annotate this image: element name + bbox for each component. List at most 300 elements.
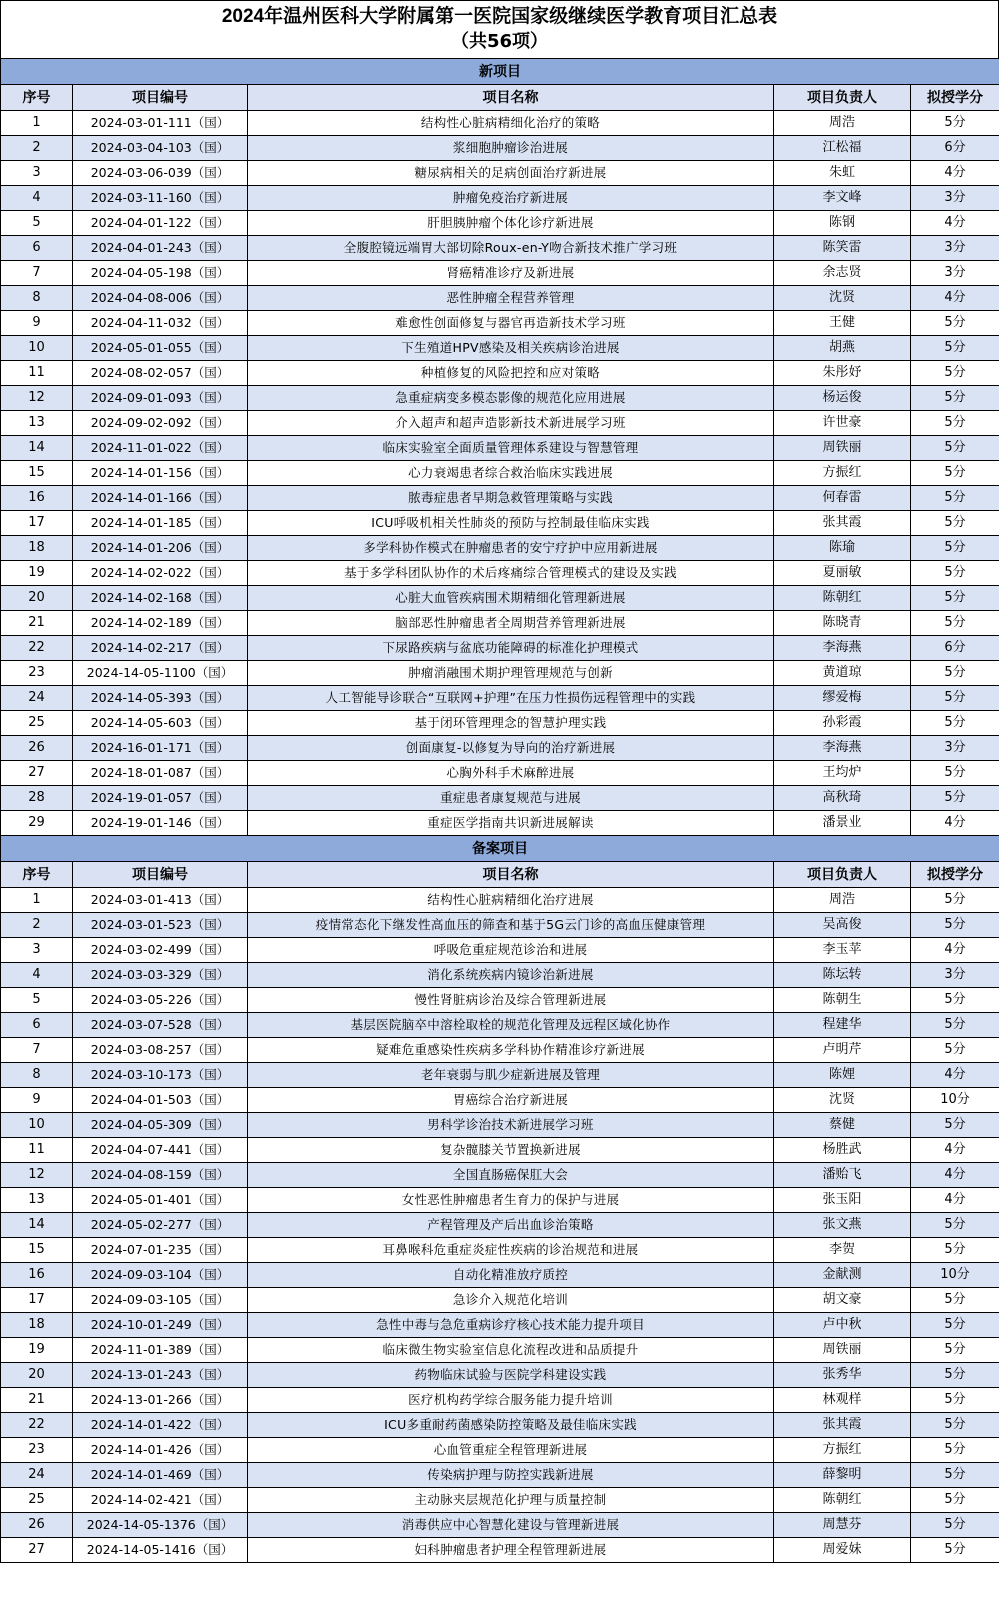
table-row [1, 336, 999, 361]
row-index: 7 [1, 1038, 73, 1063]
project-credits: 4分 [911, 161, 999, 186]
project-credits: 5分 [911, 761, 999, 786]
project-leader: 缪爱梅 [774, 686, 911, 711]
project-leader: 陈钢 [774, 211, 911, 236]
project-credits: 5分 [911, 1363, 999, 1388]
table-row [1, 636, 999, 661]
project-credits: 5分 [911, 611, 999, 636]
row-index: 24 [1, 1463, 73, 1488]
project-leader: 薛黎明 [774, 1463, 911, 1488]
project-credits: 5分 [911, 586, 999, 611]
table-row [1, 261, 999, 286]
project-name: 全腹腔镜远端胃大部切除Roux-en-Y吻合新技术推广学习班 [248, 236, 774, 261]
project-credits: 4分 [911, 1063, 999, 1088]
project-credits: 5分 [911, 1388, 999, 1413]
project-name: 临床微生物实验室信息化流程改进和品质提升 [248, 1338, 774, 1363]
project-name: 基层医院脑卒中溶栓取栓的规范化管理及远程区域化协作 [248, 1013, 774, 1038]
project-credits: 5分 [911, 1288, 999, 1313]
column-header-row-index: 序号 [1, 85, 73, 111]
project-name: 男科学诊治技术新进展学习班 [248, 1113, 774, 1138]
project-code: 2024-11-01-022（国） [73, 436, 248, 461]
table-row [1, 1213, 999, 1238]
project-name: 胃癌综合治疗新进展 [248, 1088, 774, 1113]
project-code: 2024-09-03-105（国） [73, 1288, 248, 1313]
project-leader: 周浩 [774, 111, 911, 136]
column-header-project-code: 项目编号 [73, 862, 248, 888]
project-code: 2024-03-07-528（国） [73, 1013, 248, 1038]
row-index: 9 [1, 311, 73, 336]
project-credits: 5分 [911, 1463, 999, 1488]
project-code: 2024-05-01-055（国） [73, 336, 248, 361]
project-name: 临床实验室全面质量管理体系建设与智慧管理 [248, 436, 774, 461]
project-credits: 5分 [911, 1313, 999, 1338]
table-row [1, 1488, 999, 1513]
project-leader: 许世豪 [774, 411, 911, 436]
table-row [1, 411, 999, 436]
section-title: 备案项目 [1, 836, 999, 862]
project-name: ICU呼吸机相关性肺炎的预防与控制最佳临床实践 [248, 511, 774, 536]
table-row [1, 1363, 999, 1388]
project-credits: 5分 [911, 111, 999, 136]
project-name: 肾癌精准诊疗及新进展 [248, 261, 774, 286]
project-credits: 5分 [911, 311, 999, 336]
row-index: 5 [1, 211, 73, 236]
project-leader: 何春雷 [774, 486, 911, 511]
row-index: 23 [1, 1438, 73, 1463]
projects-table [0, 58, 999, 1563]
table-row [1, 611, 999, 636]
project-code: 2024-09-01-093（国） [73, 386, 248, 411]
project-credits: 5分 [911, 1038, 999, 1063]
project-name: 肝胆胰肿瘤个体化诊疗新进展 [248, 211, 774, 236]
project-leader: 金献测 [774, 1263, 911, 1288]
project-leader: 林观样 [774, 1388, 911, 1413]
project-code: 2024-14-05-1376（国） [73, 1513, 248, 1538]
project-leader: 余志贤 [774, 261, 911, 286]
project-leader: 胡文豪 [774, 1288, 911, 1313]
project-credits: 5分 [911, 536, 999, 561]
project-code: 2024-18-01-087（国） [73, 761, 248, 786]
project-leader: 陈朝生 [774, 988, 911, 1013]
project-name: 结构性心脏病精细化治疗进展 [248, 888, 774, 913]
row-index: 10 [1, 1113, 73, 1138]
row-index: 8 [1, 286, 73, 311]
column-header-row [1, 85, 999, 111]
row-index: 20 [1, 1363, 73, 1388]
project-leader: 周铁丽 [774, 1338, 911, 1363]
project-leader: 李海燕 [774, 736, 911, 761]
row-index: 20 [1, 586, 73, 611]
project-leader: 李贺 [774, 1238, 911, 1263]
project-name: 急重症病变多模态影像的规范化应用进展 [248, 386, 774, 411]
project-name: 肿瘤消融围术期护理管理规范与创新 [248, 661, 774, 686]
project-name: 消化系统疾病内镜诊治新进展 [248, 963, 774, 988]
table-row [1, 136, 999, 161]
project-leader: 周慧芬 [774, 1513, 911, 1538]
projects-table-body [1, 59, 999, 1563]
project-code: 2024-05-01-401（国） [73, 1188, 248, 1213]
project-credits: 5分 [911, 386, 999, 411]
project-code: 2024-14-01-469（国） [73, 1463, 248, 1488]
column-header-row [1, 862, 999, 888]
section-title: 新项目 [1, 59, 999, 85]
table-row [1, 1088, 999, 1113]
table-row [1, 913, 999, 938]
project-leader: 张其霞 [774, 1413, 911, 1438]
project-credits: 5分 [911, 411, 999, 436]
row-index: 25 [1, 1488, 73, 1513]
row-index: 26 [1, 736, 73, 761]
table-row [1, 711, 999, 736]
section-header-row [1, 59, 999, 85]
project-code: 2024-13-01-243（国） [73, 1363, 248, 1388]
project-leader: 夏丽敏 [774, 561, 911, 586]
project-name: 药物临床试验与医院学科建设实践 [248, 1363, 774, 1388]
table-row [1, 811, 999, 836]
row-index: 6 [1, 1013, 73, 1038]
table-row [1, 1013, 999, 1038]
table-row [1, 1388, 999, 1413]
table-row [1, 1163, 999, 1188]
project-code: 2024-14-05-1416（国） [73, 1538, 248, 1563]
row-index: 15 [1, 461, 73, 486]
project-code: 2024-09-02-092（国） [73, 411, 248, 436]
row-index: 10 [1, 336, 73, 361]
project-code: 2024-14-01-206（国） [73, 536, 248, 561]
project-code: 2024-05-02-277（国） [73, 1213, 248, 1238]
row-index: 27 [1, 1538, 73, 1563]
row-index: 17 [1, 511, 73, 536]
project-credits: 3分 [911, 236, 999, 261]
project-leader: 王均炉 [774, 761, 911, 786]
table-row [1, 1063, 999, 1088]
row-index: 19 [1, 1338, 73, 1363]
project-credits: 5分 [911, 1213, 999, 1238]
project-leader: 朱彤妤 [774, 361, 911, 386]
project-code: 2024-14-05-603（国） [73, 711, 248, 736]
project-code: 2024-04-05-309（国） [73, 1113, 248, 1138]
project-code: 2024-04-08-159（国） [73, 1163, 248, 1188]
table-row [1, 1288, 999, 1313]
project-name: 多学科协作模式在肿瘤患者的安宁疗护中应用新进展 [248, 536, 774, 561]
project-code: 2024-09-03-104（国） [73, 1263, 248, 1288]
project-leader: 陈晓青 [774, 611, 911, 636]
project-credits: 5分 [911, 486, 999, 511]
row-index: 22 [1, 636, 73, 661]
row-index: 13 [1, 411, 73, 436]
column-header-project-credits: 拟授学分 [911, 85, 999, 111]
row-index: 4 [1, 963, 73, 988]
project-credits: 5分 [911, 1413, 999, 1438]
project-code: 2024-03-01-111（国） [73, 111, 248, 136]
project-credits: 3分 [911, 186, 999, 211]
project-name: 妇科肿瘤患者护理全程管理新进展 [248, 1538, 774, 1563]
table-row [1, 536, 999, 561]
row-index: 25 [1, 711, 73, 736]
project-leader: 方振红 [774, 461, 911, 486]
project-credits: 3分 [911, 963, 999, 988]
project-credits: 3分 [911, 261, 999, 286]
project-leader: 沈贤 [774, 1088, 911, 1113]
row-index: 15 [1, 1238, 73, 1263]
table-row [1, 361, 999, 386]
project-credits: 5分 [911, 686, 999, 711]
project-code: 2024-04-05-198（国） [73, 261, 248, 286]
row-index: 19 [1, 561, 73, 586]
project-code: 2024-16-01-171（国） [73, 736, 248, 761]
project-code: 2024-03-10-173（国） [73, 1063, 248, 1088]
table-row [1, 1338, 999, 1363]
project-code: 2024-03-01-523（国） [73, 913, 248, 938]
project-code: 2024-03-11-160（国） [73, 186, 248, 211]
table-row [1, 486, 999, 511]
project-name: 耳鼻喉科危重症炎症性疾病的诊治规范和进展 [248, 1238, 774, 1263]
project-leader: 周铁丽 [774, 436, 911, 461]
project-name: 人工智能导诊联合“互联网+护理”在压力性损伤远程管理中的实践 [248, 686, 774, 711]
row-index: 2 [1, 913, 73, 938]
row-index: 16 [1, 1263, 73, 1288]
project-name: 脓毒症患者早期急救管理策略与实践 [248, 486, 774, 511]
row-index: 18 [1, 1313, 73, 1338]
project-name: 急诊介入规范化培训 [248, 1288, 774, 1313]
project-credits: 4分 [911, 286, 999, 311]
project-name: 肿瘤免疫治疗新进展 [248, 186, 774, 211]
row-index: 3 [1, 161, 73, 186]
project-leader: 陈瑜 [774, 536, 911, 561]
row-index: 12 [1, 386, 73, 411]
project-leader: 蔡健 [774, 1113, 911, 1138]
table-row [1, 938, 999, 963]
table-row [1, 561, 999, 586]
project-credits: 4分 [911, 211, 999, 236]
table-row [1, 161, 999, 186]
row-index: 24 [1, 686, 73, 711]
project-credits: 5分 [911, 988, 999, 1013]
project-leader: 陈笑雷 [774, 236, 911, 261]
project-name: 恶性肿瘤全程营养管理 [248, 286, 774, 311]
table-row [1, 1463, 999, 1488]
project-leader: 张其霞 [774, 511, 911, 536]
column-header-project-leader: 项目负责人 [774, 862, 911, 888]
project-credits: 5分 [911, 511, 999, 536]
project-code: 2024-03-08-257（国） [73, 1038, 248, 1063]
project-credits: 4分 [911, 811, 999, 836]
project-credits: 5分 [911, 1488, 999, 1513]
table-row [1, 1138, 999, 1163]
project-name: 心力衰竭患者综合救治临床实践进展 [248, 461, 774, 486]
project-credits: 5分 [911, 1538, 999, 1563]
table-row [1, 1113, 999, 1138]
project-code: 2024-14-01-185（国） [73, 511, 248, 536]
project-leader: 吴高俊 [774, 913, 911, 938]
project-code: 2024-04-08-006（国） [73, 286, 248, 311]
row-index: 21 [1, 611, 73, 636]
table-row [1, 1188, 999, 1213]
project-name: 全国直肠癌保肛大会 [248, 1163, 774, 1188]
row-index: 27 [1, 761, 73, 786]
column-header-project-leader: 项目负责人 [774, 85, 911, 111]
project-leader: 江松福 [774, 136, 911, 161]
table-row [1, 1538, 999, 1563]
project-credits: 5分 [911, 913, 999, 938]
table-row [1, 286, 999, 311]
project-credits: 10分 [911, 1263, 999, 1288]
table-row [1, 888, 999, 913]
project-code: 2024-04-01-503（国） [73, 1088, 248, 1113]
row-index: 17 [1, 1288, 73, 1313]
project-code: 2024-08-02-057（国） [73, 361, 248, 386]
project-name: 重症医学指南共识新进展解读 [248, 811, 774, 836]
project-name: 种植修复的风险把控和应对策略 [248, 361, 774, 386]
project-credits: 4分 [911, 1138, 999, 1163]
row-index: 9 [1, 1088, 73, 1113]
table-row [1, 1413, 999, 1438]
project-leader: 方振红 [774, 1438, 911, 1463]
row-index: 22 [1, 1413, 73, 1438]
project-credits: 5分 [911, 661, 999, 686]
project-code: 2024-03-03-329（国） [73, 963, 248, 988]
row-index: 3 [1, 938, 73, 963]
row-index: 29 [1, 811, 73, 836]
project-leader: 杨运俊 [774, 386, 911, 411]
project-credits: 5分 [911, 711, 999, 736]
row-index: 6 [1, 236, 73, 261]
project-code: 2024-03-02-499（国） [73, 938, 248, 963]
column-header-project-credits: 拟授学分 [911, 862, 999, 888]
project-leader: 李玉苹 [774, 938, 911, 963]
project-leader: 胡燕 [774, 336, 911, 361]
project-name: 产程管理及产后出血诊治策略 [248, 1213, 774, 1238]
project-code: 2024-03-05-226（国） [73, 988, 248, 1013]
project-name: 消毒供应中心智慧化建设与管理新进展 [248, 1513, 774, 1538]
row-index: 2 [1, 136, 73, 161]
project-name: 脑部恶性肿瘤患者全周期营养管理新进展 [248, 611, 774, 636]
project-credits: 5分 [911, 1013, 999, 1038]
row-index: 23 [1, 661, 73, 686]
project-code: 2024-03-01-413（国） [73, 888, 248, 913]
project-code: 2024-19-01-146（国） [73, 811, 248, 836]
project-code: 2024-10-01-249（国） [73, 1313, 248, 1338]
project-credits: 5分 [911, 888, 999, 913]
column-header-project-code: 项目编号 [73, 85, 248, 111]
table-row [1, 988, 999, 1013]
project-name: 心脏大血管疾病围术期精细化管理新进展 [248, 586, 774, 611]
project-credits: 5分 [911, 1113, 999, 1138]
project-code: 2024-03-06-039（国） [73, 161, 248, 186]
project-code: 2024-14-05-393（国） [73, 686, 248, 711]
project-name: 医疗机构药学综合服务能力提升培训 [248, 1388, 774, 1413]
project-leader: 程建华 [774, 1013, 911, 1038]
project-code: 2024-04-01-243（国） [73, 236, 248, 261]
project-credits: 5分 [911, 461, 999, 486]
row-index: 12 [1, 1163, 73, 1188]
project-leader: 张玉阳 [774, 1188, 911, 1213]
column-header-project-name: 项目名称 [248, 85, 774, 111]
table-row [1, 686, 999, 711]
project-leader: 朱虹 [774, 161, 911, 186]
row-index: 26 [1, 1513, 73, 1538]
project-name: 结构性心脏病精细化治疗的策略 [248, 111, 774, 136]
project-code: 2024-14-01-166（国） [73, 486, 248, 511]
project-credits: 5分 [911, 1238, 999, 1263]
row-index: 1 [1, 111, 73, 136]
table-row [1, 1513, 999, 1538]
project-code: 2024-14-05-1100（国） [73, 661, 248, 686]
project-name: 下生殖道HPV感染及相关疾病诊治进展 [248, 336, 774, 361]
project-leader: 高秋琦 [774, 786, 911, 811]
project-code: 2024-14-01-426（国） [73, 1438, 248, 1463]
project-credits: 5分 [911, 561, 999, 586]
row-index: 1 [1, 888, 73, 913]
table-row [1, 511, 999, 536]
table-row [1, 436, 999, 461]
project-credits: 5分 [911, 1438, 999, 1463]
project-name: 自动化精准放疗质控 [248, 1263, 774, 1288]
project-credits: 3分 [911, 736, 999, 761]
project-name: 疑难危重感染性疾病多学科协作精准诊疗新进展 [248, 1038, 774, 1063]
table-row [1, 111, 999, 136]
project-name: 呼吸危重症规范诊治和进展 [248, 938, 774, 963]
page-subtitle: （共56项） [450, 31, 549, 52]
project-leader: 周浩 [774, 888, 911, 913]
row-index: 16 [1, 486, 73, 511]
row-index: 21 [1, 1388, 73, 1413]
project-leader: 周爱妹 [774, 1538, 911, 1563]
project-code: 2024-14-01-156（国） [73, 461, 248, 486]
row-index: 11 [1, 361, 73, 386]
project-credits: 5分 [911, 786, 999, 811]
project-name: 浆细胞肿瘤诊治进展 [248, 136, 774, 161]
project-name: 女性恶性肿瘤患者生育力的保护与进展 [248, 1188, 774, 1213]
project-credits: 5分 [911, 1513, 999, 1538]
project-leader: 陈坛转 [774, 963, 911, 988]
project-code: 2024-14-02-168（国） [73, 586, 248, 611]
project-leader: 王健 [774, 311, 911, 336]
row-index: 13 [1, 1188, 73, 1213]
project-leader: 沈贤 [774, 286, 911, 311]
table-row [1, 1238, 999, 1263]
project-code: 2024-13-01-266（国） [73, 1388, 248, 1413]
project-name: 心胸外科手术麻醉进展 [248, 761, 774, 786]
project-leader: 陈娌 [774, 1063, 911, 1088]
project-credits: 4分 [911, 1188, 999, 1213]
project-name: 慢性肾脏病诊治及综合管理新进展 [248, 988, 774, 1013]
page-title: 2024年温州医科大学附属第一医院国家级继续医学教育项目汇总表 [221, 6, 778, 27]
row-index: 8 [1, 1063, 73, 1088]
project-name: 心血管重症全程管理新进展 [248, 1438, 774, 1463]
table-row [1, 963, 999, 988]
table-row [1, 761, 999, 786]
table-row [1, 1263, 999, 1288]
project-leader: 张秀华 [774, 1363, 911, 1388]
project-credits: 5分 [911, 436, 999, 461]
project-name: 急性中毒与急危重病诊疗核心技术能力提升项目 [248, 1313, 774, 1338]
project-name: 传染病护理与防控实践新进展 [248, 1463, 774, 1488]
row-index: 5 [1, 988, 73, 1013]
project-credits: 5分 [911, 361, 999, 386]
project-name: 难愈性创面修复与器官再造新技术学习班 [248, 311, 774, 336]
project-name: 老年衰弱与肌少症新进展及管理 [248, 1063, 774, 1088]
project-code: 2024-03-04-103（国） [73, 136, 248, 161]
project-leader: 李文峰 [774, 186, 911, 211]
project-leader: 陈朝红 [774, 586, 911, 611]
project-name: 主动脉夹层规范化护理与质量控制 [248, 1488, 774, 1513]
project-name: ICU多重耐药菌感染防控策略及最佳临床实践 [248, 1413, 774, 1438]
project-name: 下尿路疾病与盆底功能障碍的标准化护理模式 [248, 636, 774, 661]
column-header-project-name: 项目名称 [248, 862, 774, 888]
project-code: 2024-19-01-057（国） [73, 786, 248, 811]
project-name: 糖尿病相关的足病创面治疗新进展 [248, 161, 774, 186]
